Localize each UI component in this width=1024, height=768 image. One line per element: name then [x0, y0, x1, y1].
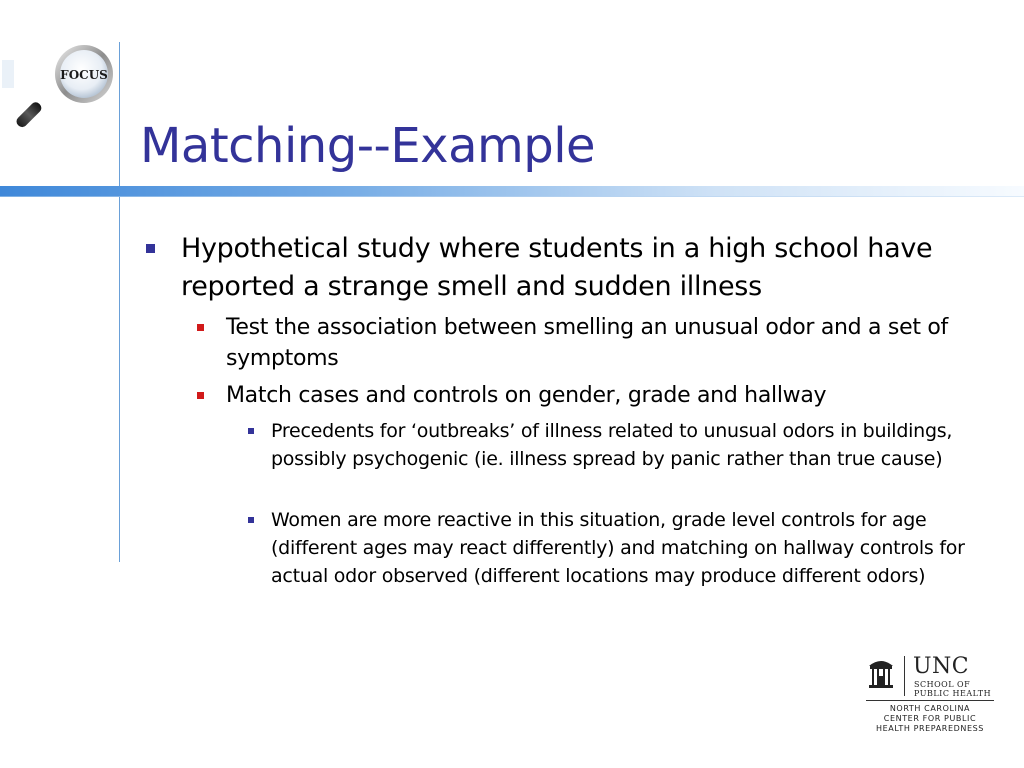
old-well-icon: [866, 656, 896, 692]
focus-logo-text: FOCUS: [60, 68, 108, 82]
unc-school-line1: SCHOOL OF: [914, 680, 971, 689]
magnifier-handle: [14, 100, 43, 129]
vertical-rule: [119, 42, 120, 562]
square-bullet-icon: [146, 244, 155, 253]
square-bullet-icon: [248, 517, 254, 523]
square-bullet-icon: [248, 428, 254, 434]
unc-logo: [860, 652, 1000, 740]
center-line2: CENTER FOR PUBLIC: [883, 714, 977, 723]
bullet-text: Match cases and controls on gender, grade and hallway: [226, 383, 827, 408]
center-line3: HEALTH PREPAREDNESS: [876, 724, 984, 733]
bullet-level3: [271, 417, 1001, 473]
bullet-level2: [226, 312, 1006, 374]
square-bullet-icon: [197, 324, 204, 331]
title-underline-line: [0, 196, 1024, 197]
unc-vertical-divider: [904, 656, 905, 696]
bullet-level3: [271, 506, 1001, 590]
bullet-text: Women are more reactive in this situation, grade level controls for age (different ages may react differently) and matching on hallway controls for actual odor observed (different locations may produce different odors): [271, 509, 965, 587]
unc-horizontal-divider: [866, 700, 994, 701]
bullet-text: Precedents for ‘outbreaks’ of illness related to unusual odors in buildings, possibly psychogenic (ie. illness spread by panic rather than true cause): [271, 420, 953, 470]
center-line1: NORTH CAROLINA: [889, 704, 971, 713]
slide-title: Matching--Example: [140, 118, 596, 174]
bullet-level1: [181, 230, 971, 306]
focus-magnifier-logo: [0, 40, 120, 140]
title-underline-bar: [0, 186, 1024, 196]
bullet-level2: [226, 380, 1006, 411]
bullet-text: Hypothetical study where students in a high school have reported a strange smell and sudden illness: [181, 233, 933, 302]
bullet-text: Test the association between smelling an unusual odor and a set of symptoms: [226, 315, 948, 371]
unc-school-line2: PUBLIC HEALTH: [914, 689, 992, 698]
unc-name: UNC: [913, 654, 970, 679]
square-bullet-icon: [197, 392, 204, 399]
